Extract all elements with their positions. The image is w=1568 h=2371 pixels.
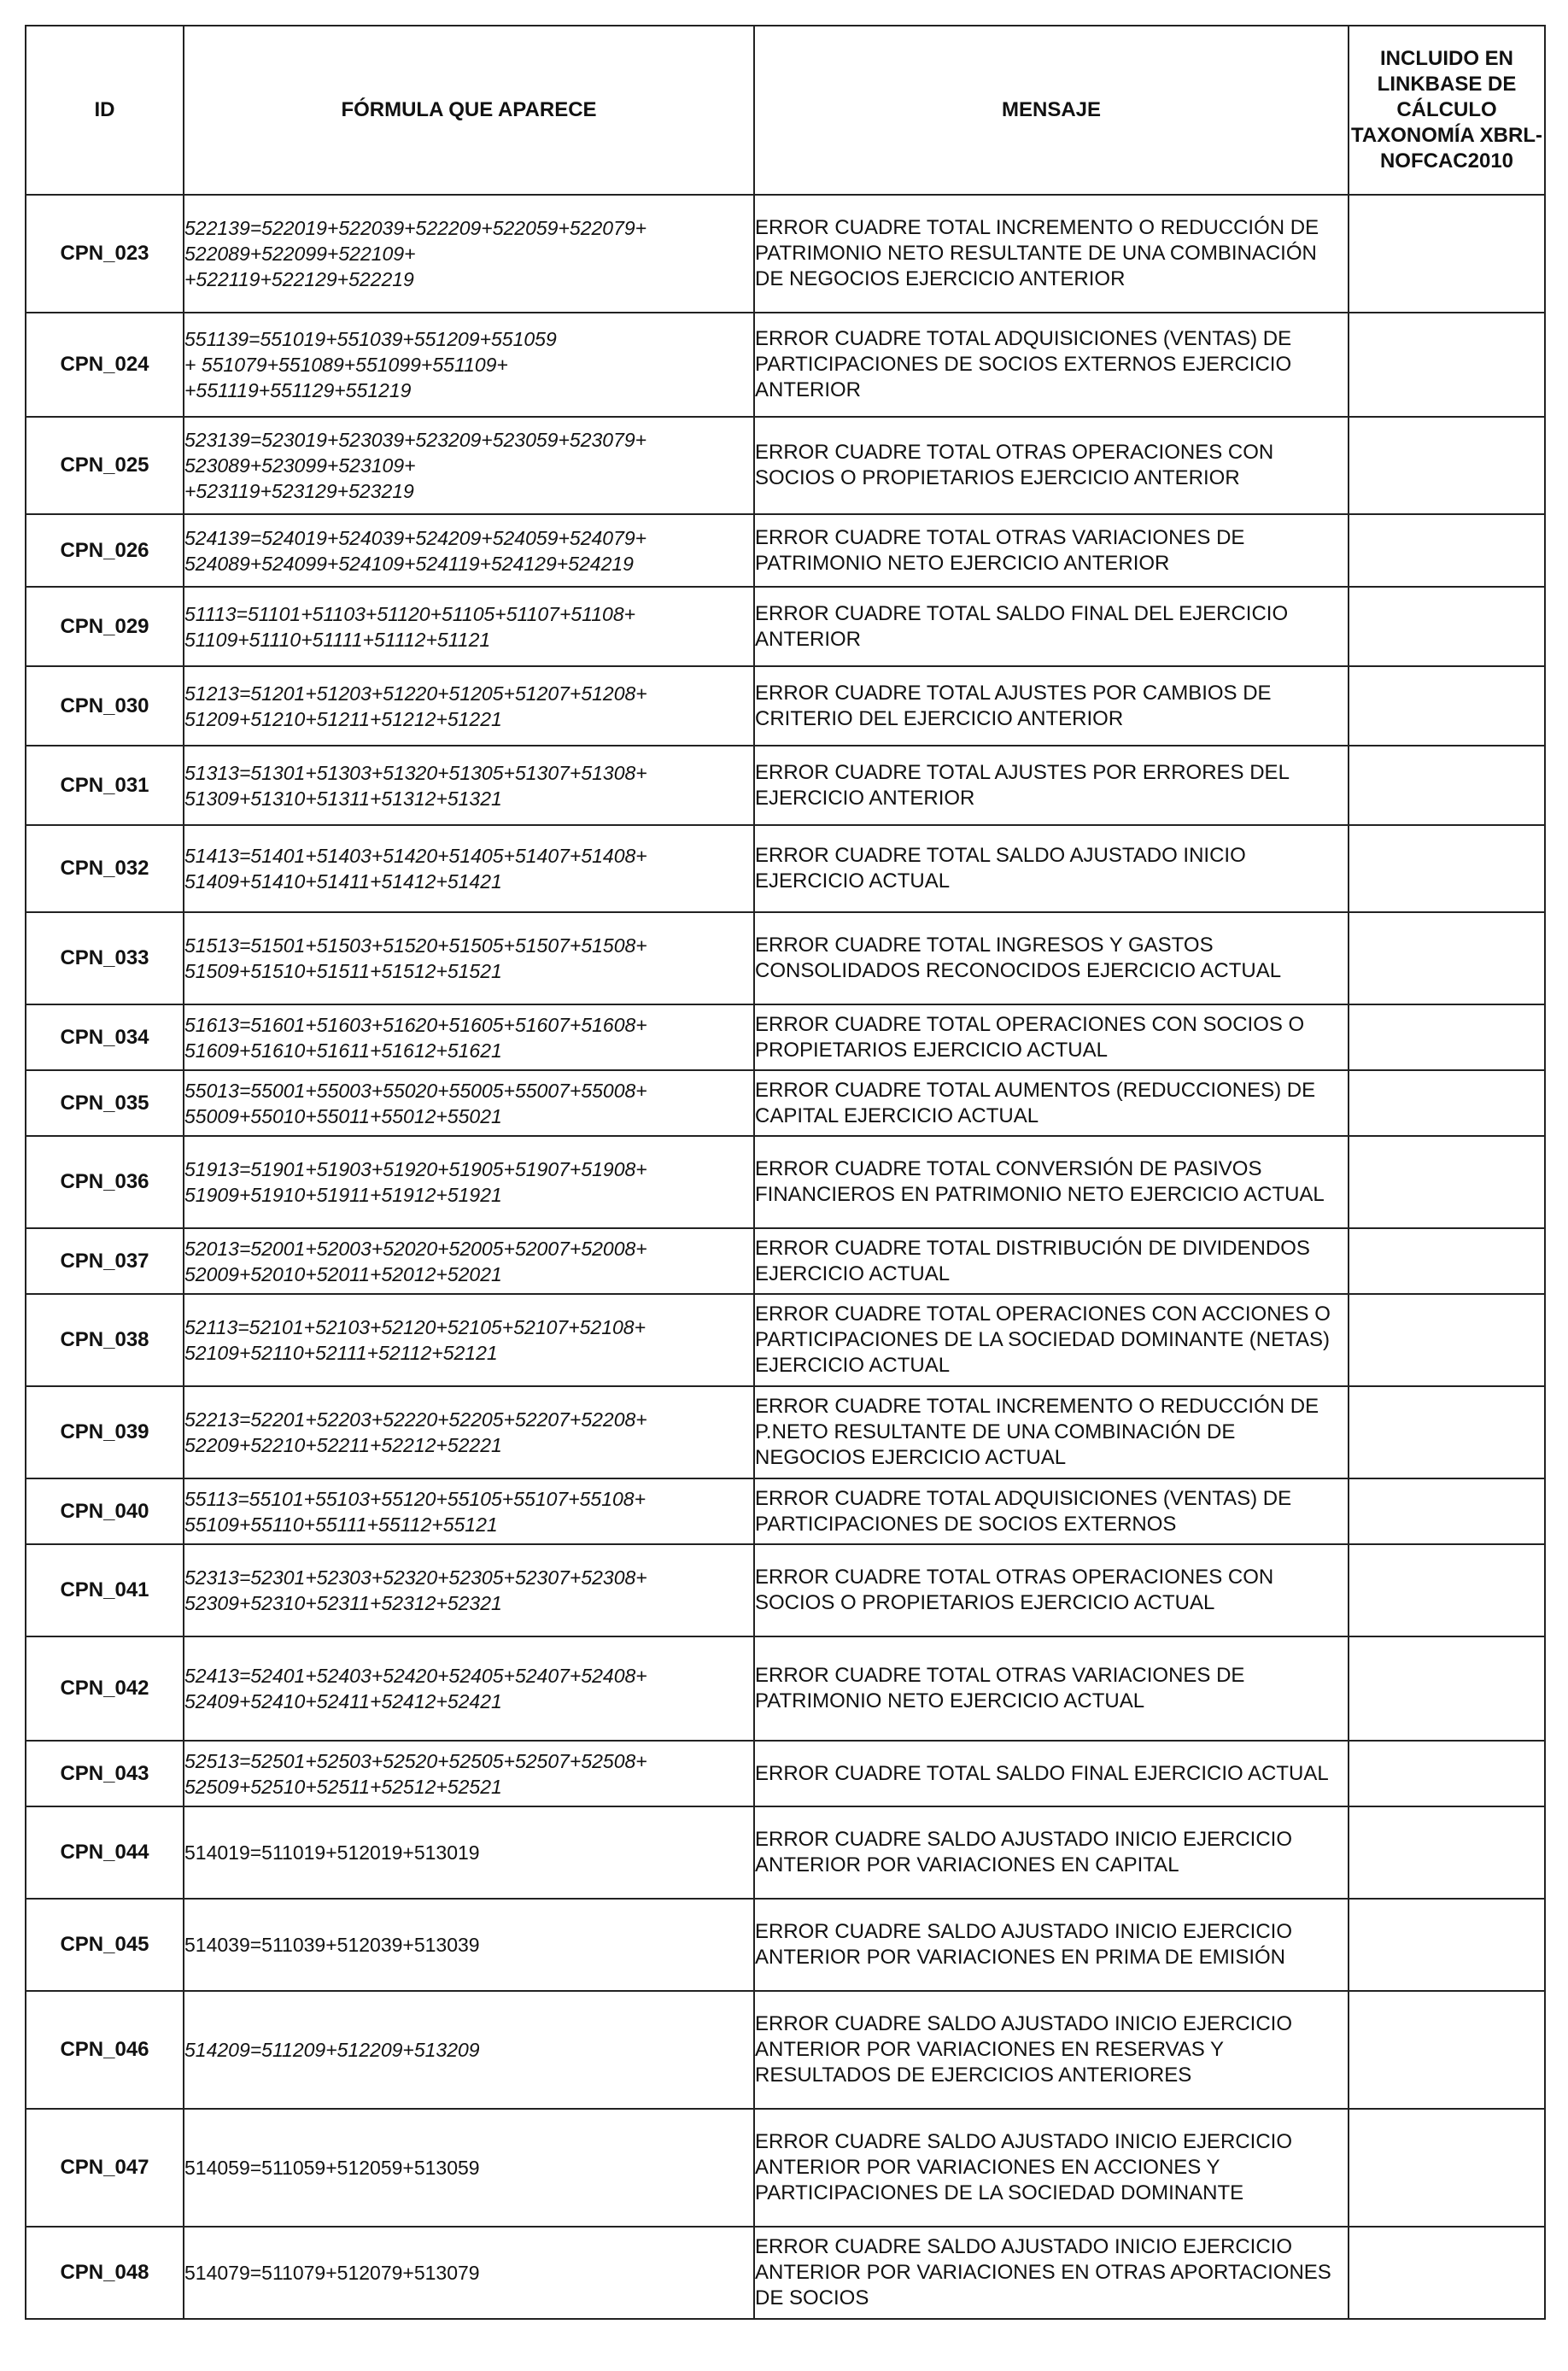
row-included <box>1349 1806 1545 1899</box>
row-included <box>1349 2227 1545 2319</box>
row-message: ERROR CUADRE TOTAL INCREMENTO O REDUCCIÓN DE PATRIMONIO NETO RESULTANTE DE UNA COMBINACIÓN DE NEGOCIOS EJERCICIO ANTERIOR <box>754 195 1349 313</box>
formula-line: 52113=52101+52103+52120+52105+52107+52108+ <box>184 1316 647 1338</box>
row-included <box>1349 1478 1545 1544</box>
row-message: ERROR CUADRE TOTAL SALDO FINAL DEL EJERCICIO ANTERIOR <box>754 587 1349 666</box>
row-included <box>1349 1228 1545 1294</box>
formula-line: 51913=51901+51903+51920+51905+51907+51908+ <box>184 1158 647 1180</box>
row-id: CPN_035 <box>26 1070 184 1136</box>
row-message: ERROR CUADRE SALDO AJUSTADO INICIO EJERCICIO ANTERIOR POR VARIACIONES EN OTRAS APORTACIONES DE SOCIOS <box>754 2227 1349 2319</box>
row-included <box>1349 1991 1545 2109</box>
formula-line: +551119+551129+551219 <box>184 379 412 401</box>
row-included <box>1349 746 1545 825</box>
row-message: ERROR CUADRE TOTAL DISTRIBUCIÓN DE DIVIDENDOS EJERCICIO ACTUAL <box>754 1228 1349 1294</box>
table-row <box>26 1899 1545 1991</box>
formula-line: 52009+52010+52011+52012+52021 <box>184 1262 502 1285</box>
row-id: CPN_043 <box>26 1741 184 1806</box>
row-included <box>1349 1070 1545 1136</box>
formula-line: 51409+51410+51411+51412+51421 <box>184 870 502 893</box>
row-message: ERROR CUADRE SALDO AJUSTADO INICIO EJERCICIO ANTERIOR POR VARIACIONES EN RESERVAS Y RESULTADOS DE EJERCICIOS ANTERIORES <box>754 1991 1349 2109</box>
row-message: ERROR CUADRE TOTAL OTRAS VARIACIONES DE PATRIMONIO NETO EJERCICIO ANTERIOR <box>754 514 1349 587</box>
row-id: CPN_045 <box>26 1899 184 1991</box>
row-id: CPN_033 <box>26 912 184 1004</box>
formula-line: +523119+523129+523219 <box>184 480 414 502</box>
row-message: ERROR CUADRE TOTAL OTRAS VARIACIONES DE PATRIMONIO NETO EJERCICIO ACTUAL <box>754 1636 1349 1741</box>
formula-line: 523089+523099+523109+ <box>184 454 416 477</box>
table-row <box>26 1004 1545 1070</box>
row-formula <box>184 666 754 746</box>
row-id: CPN_025 <box>26 417 184 514</box>
row-formula <box>184 1136 754 1228</box>
row-formula <box>184 1070 754 1136</box>
row-included <box>1349 417 1545 514</box>
row-id: CPN_042 <box>26 1636 184 1741</box>
row-message: ERROR CUADRE TOTAL OPERACIONES CON SOCIOS O PROPIETARIOS EJERCICIO ACTUAL <box>754 1004 1349 1070</box>
row-id: CPN_041 <box>26 1544 184 1636</box>
formula-line: + 551079+551089+551099+551109+ <box>184 354 508 376</box>
formula-line: 51113=51101+51103+51120+51105+51107+51108+ <box>184 602 636 625</box>
formula-line: 522089+522099+522109+ <box>184 243 416 265</box>
row-id: CPN_036 <box>26 1136 184 1228</box>
header-message: MENSAJE <box>754 26 1349 195</box>
row-included <box>1349 1136 1545 1228</box>
row-included <box>1349 1294 1545 1386</box>
row-id: CPN_023 <box>26 195 184 313</box>
row-included <box>1349 313 1545 417</box>
row-message: ERROR CUADRE TOTAL ADQUISICIONES (VENTAS) DE PARTICIPACIONES DE SOCIOS EXTERNOS EJERCICIO ANTERIOR <box>754 313 1349 417</box>
formula-line: 51909+51910+51911+51912+51921 <box>184 1184 502 1206</box>
formula-line: 514019=511019+512019+513019 <box>184 1841 480 1864</box>
row-formula <box>184 1636 754 1741</box>
row-formula <box>184 1228 754 1294</box>
table-row <box>26 587 1545 666</box>
row-id: CPN_032 <box>26 825 184 912</box>
row-included <box>1349 1899 1545 1991</box>
row-id: CPN_026 <box>26 514 184 587</box>
row-formula <box>184 1004 754 1070</box>
table-row <box>26 1136 1545 1228</box>
row-formula <box>184 1991 754 2109</box>
row-formula <box>184 2227 754 2319</box>
header-id: ID <box>26 26 184 195</box>
row-message: ERROR CUADRE TOTAL INGRESOS Y GASTOS CONSOLIDADOS RECONOCIDOS EJERCICIO ACTUAL <box>754 912 1349 1004</box>
row-message: ERROR CUADRE TOTAL SALDO FINAL EJERCICIO ACTUAL <box>754 1741 1349 1806</box>
table-row <box>26 1991 1545 2109</box>
row-formula <box>184 825 754 912</box>
formula-line: 523139=523019+523039+523209+523059+523079+ <box>184 429 647 451</box>
formula-line: 52509+52510+52511+52512+52521 <box>184 1775 502 1798</box>
formula-line: 52213=52201+52203+52220+52205+52207+52208+ <box>184 1408 647 1431</box>
row-included <box>1349 514 1545 587</box>
row-id: CPN_037 <box>26 1228 184 1294</box>
table-row <box>26 195 1545 313</box>
table-row <box>26 2109 1545 2227</box>
formula-line: 51109+51110+51111+51112+51121 <box>184 628 491 651</box>
table-row <box>26 1741 1545 1806</box>
row-formula <box>184 1294 754 1386</box>
header-row <box>26 26 1545 195</box>
row-included <box>1349 1741 1545 1806</box>
row-id: CPN_039 <box>26 1386 184 1478</box>
formula-line: 514079=511079+512079+513079 <box>184 2262 480 2284</box>
row-message: ERROR CUADRE TOTAL AJUSTES POR ERRORES DEL EJERCICIO ANTERIOR <box>754 746 1349 825</box>
formula-line: 514059=511059+512059+513059 <box>184 2157 480 2179</box>
row-formula <box>184 1741 754 1806</box>
formula-line: 51209+51210+51211+51212+51221 <box>184 707 502 730</box>
row-formula <box>184 1806 754 1899</box>
table-row <box>26 1386 1545 1478</box>
formula-line: 52109+52110+52111+52112+52121 <box>184 1342 498 1364</box>
row-id: CPN_029 <box>26 587 184 666</box>
row-included <box>1349 195 1545 313</box>
row-id: CPN_038 <box>26 1294 184 1386</box>
row-included <box>1349 912 1545 1004</box>
table-row <box>26 1478 1545 1544</box>
formula-line: 55109+55110+55111+55112+55121 <box>184 1513 498 1536</box>
table-row <box>26 1228 1545 1294</box>
header-included: INCLUIDO EN LINKBASE DE CÁLCULO TAXONOMÍA XBRL-NOFCAC2010 <box>1349 26 1545 195</box>
row-formula <box>184 1544 754 1636</box>
row-id: CPN_044 <box>26 1806 184 1899</box>
row-formula <box>184 1899 754 1991</box>
formula-line: 52013=52001+52003+52020+52005+52007+52008+ <box>184 1237 647 1260</box>
formula-line: +522119+522129+522219 <box>184 268 414 290</box>
formula-line: 51313=51301+51303+51320+51305+51307+51308+ <box>184 761 647 784</box>
row-formula <box>184 746 754 825</box>
table-row <box>26 313 1545 417</box>
row-formula <box>184 912 754 1004</box>
row-id: CPN_030 <box>26 666 184 746</box>
formula-line: 522139=522019+522039+522209+522059+522079+ <box>184 217 647 239</box>
row-formula <box>184 2109 754 2227</box>
formula-line: 524089+524099+524109+524119+524129+524219 <box>184 552 634 575</box>
row-formula <box>184 313 754 417</box>
row-message: ERROR CUADRE TOTAL ADQUISICIONES (VENTAS) DE PARTICIPACIONES DE SOCIOS EXTERNOS <box>754 1478 1349 1544</box>
row-message: ERROR CUADRE TOTAL OTRAS OPERACIONES CON SOCIOS O PROPIETARIOS EJERCICIO ANTERIOR <box>754 417 1349 514</box>
formula-line: 514039=511039+512039+513039 <box>184 1934 480 1956</box>
row-formula <box>184 514 754 587</box>
row-id: CPN_040 <box>26 1478 184 1544</box>
table-row <box>26 1294 1545 1386</box>
header-formula: FÓRMULA QUE APARECE <box>184 26 754 195</box>
table-row <box>26 1070 1545 1136</box>
row-formula <box>184 587 754 666</box>
row-id: CPN_034 <box>26 1004 184 1070</box>
row-message: ERROR CUADRE SALDO AJUSTADO INICIO EJERCICIO ANTERIOR POR VARIACIONES EN PRIMA DE EMISIÓN <box>754 1899 1349 1991</box>
formula-line: 52409+52410+52411+52412+52421 <box>184 1690 502 1712</box>
row-id: CPN_047 <box>26 2109 184 2227</box>
row-message: ERROR CUADRE SALDO AJUSTADO INICIO EJERCICIO ANTERIOR POR VARIACIONES EN ACCIONES Y PARTICIPACIONES DE LA SOCIEDAD DOMINANTE <box>754 2109 1349 2227</box>
formula-line: 51513=51501+51503+51520+51505+51507+51508+ <box>184 934 647 957</box>
table-row <box>26 514 1545 587</box>
row-message: ERROR CUADRE TOTAL OPERACIONES CON ACCIONES O PARTICIPACIONES DE LA SOCIEDAD DOMINANTE (NETAS) EJERCICIO ACTUAL <box>754 1294 1349 1386</box>
formula-line: 551139=551019+551039+551209+551059 <box>184 328 557 350</box>
row-message: ERROR CUADRE SALDO AJUSTADO INICIO EJERCICIO ANTERIOR POR VARIACIONES EN CAPITAL <box>754 1806 1349 1899</box>
formula-line: 51213=51201+51203+51220+51205+51207+51208+ <box>184 682 647 705</box>
row-message: ERROR CUADRE TOTAL AJUSTES POR CAMBIOS DE CRITERIO DEL EJERCICIO ANTERIOR <box>754 666 1349 746</box>
formula-line: 514209=511209+512209+513209 <box>184 2039 480 2061</box>
row-id: CPN_024 <box>26 313 184 417</box>
row-id: CPN_031 <box>26 746 184 825</box>
formula-line: 52309+52310+52311+52312+52321 <box>184 1592 502 1614</box>
row-included <box>1349 1004 1545 1070</box>
formula-line: 52513=52501+52503+52520+52505+52507+52508+ <box>184 1749 647 1772</box>
formula-line: 55113=55101+55103+55120+55105+55107+55108+ <box>184 1487 647 1510</box>
row-included <box>1349 1544 1545 1636</box>
row-message: ERROR CUADRE TOTAL CONVERSIÓN DE PASIVOS FINANCIEROS EN PATRIMONIO NETO EJERCICIO ACTUAL <box>754 1136 1349 1228</box>
table-row <box>26 2227 1545 2319</box>
formula-line: 55009+55010+55011+55012+55021 <box>184 1104 502 1127</box>
row-included <box>1349 587 1545 666</box>
row-included <box>1349 666 1545 746</box>
table-row <box>26 666 1545 746</box>
formula-line: 55013=55001+55003+55020+55005+55007+55008+ <box>184 1079 647 1102</box>
formula-line: 51309+51310+51311+51312+51321 <box>184 787 502 810</box>
row-formula <box>184 195 754 313</box>
table-row <box>26 746 1545 825</box>
formula-line: 51609+51610+51611+51612+51621 <box>184 1039 502 1062</box>
row-id: CPN_046 <box>26 1991 184 2109</box>
row-message: ERROR CUADRE TOTAL INCREMENTO O REDUCCIÓN DE P.NETO RESULTANTE DE UNA COMBINACIÓN DE NEGOCIOS EJERCICIO ACTUAL <box>754 1386 1349 1478</box>
row-included <box>1349 1386 1545 1478</box>
formula-line: 52313=52301+52303+52320+52305+52307+52308+ <box>184 1566 647 1589</box>
row-formula <box>184 417 754 514</box>
row-formula <box>184 1478 754 1544</box>
row-included <box>1349 825 1545 912</box>
row-message: ERROR CUADRE TOTAL AUMENTOS (REDUCCIONES) DE CAPITAL EJERCICIO ACTUAL <box>754 1070 1349 1136</box>
row-message: ERROR CUADRE TOTAL OTRAS OPERACIONES CON SOCIOS O PROPIETARIOS EJERCICIO ACTUAL <box>754 1544 1349 1636</box>
formula-line: 51613=51601+51603+51620+51605+51607+51608+ <box>184 1013 647 1036</box>
table-row <box>26 417 1545 514</box>
table-row <box>26 825 1545 912</box>
formula-line: 524139=524019+524039+524209+524059+524079+ <box>184 526 647 549</box>
formula-line: 52209+52210+52211+52212+52221 <box>184 1434 502 1456</box>
row-included <box>1349 2109 1545 2227</box>
row-id: CPN_048 <box>26 2227 184 2319</box>
formula-line: 52413=52401+52403+52420+52405+52407+52408+ <box>184 1665 647 1687</box>
validation-rules-table <box>25 25 1546 2320</box>
row-included <box>1349 1636 1545 1741</box>
row-formula <box>184 1386 754 1478</box>
table-row <box>26 1806 1545 1899</box>
table-body <box>26 195 1545 2319</box>
table-row <box>26 1544 1545 1636</box>
formula-line: 51413=51401+51403+51420+51405+51407+51408+ <box>184 845 647 867</box>
row-message: ERROR CUADRE TOTAL SALDO AJUSTADO INICIO EJERCICIO ACTUAL <box>754 825 1349 912</box>
table-row <box>26 912 1545 1004</box>
formula-line: 51509+51510+51511+51512+51521 <box>184 960 502 982</box>
table-row <box>26 1636 1545 1741</box>
